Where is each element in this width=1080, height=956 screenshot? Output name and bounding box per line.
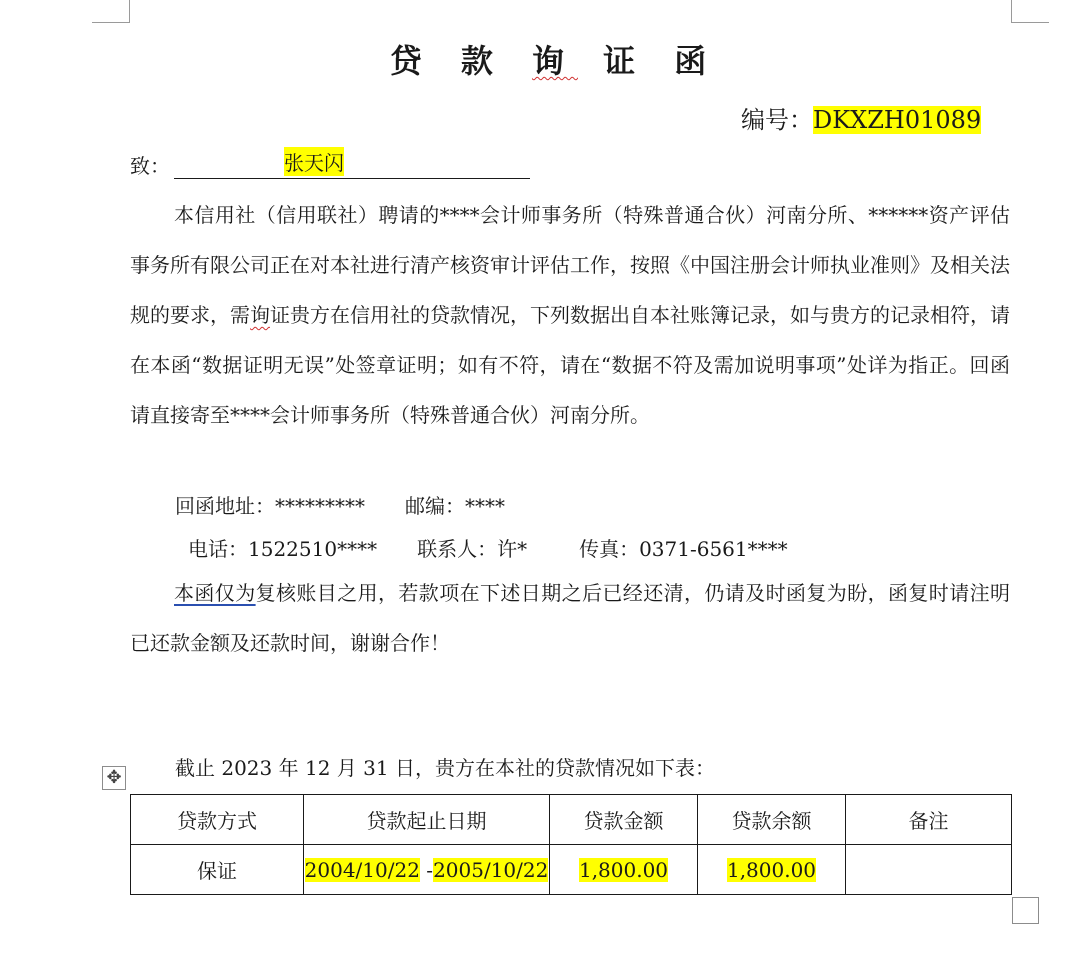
contact-label: 联系人： — [417, 537, 498, 561]
title-squiggle-word: 询 — [531, 42, 578, 80]
header-remark[interactable]: 备注 — [846, 795, 1012, 845]
body-paragraph-1[interactable] — [130, 190, 1010, 440]
address-label: 回函地址： — [175, 494, 275, 518]
body1-squiggle-word: 询 — [250, 303, 270, 327]
document-title — [0, 36, 1080, 82]
table-move-handle-icon[interactable]: ✥ — [102, 766, 126, 790]
header-loan-method[interactable]: 贷款方式 — [131, 795, 304, 845]
fax-value: 0371-6561**** — [639, 537, 788, 561]
table-row — [131, 845, 1012, 895]
body1-text: 本信用社（信用联社）聘请的****会计师事务所（特殊普通合伙）河南分所、******资产评估事务所有限公司正在对本社进行清产核资审计评估工作，按照《中国注册会计师执业准则》及相关法规的要求，需 — [130, 203, 1010, 327]
table-intro: 截止 2023 年 12 月 31 日，贵方在本社的贷款情况如下表： — [175, 756, 715, 780]
body2-underlined-text: 本函仅为 — [174, 581, 256, 605]
phone-label: 电话： — [188, 537, 248, 561]
body2-rest-text: 复核账目之用，若款项在下述日期之后已经还清，仍请及时函复为盼，函复时请注明已还款金额及还款时间，谢谢合作！ — [130, 581, 1011, 655]
crop-mark-top-left — [92, 0, 130, 23]
cell-loan-balance[interactable] — [698, 845, 846, 895]
crop-mark-top-right — [1011, 0, 1049, 23]
cell-loan-amount[interactable] — [550, 845, 698, 895]
recipient-name[interactable]: 张天闪 — [284, 147, 344, 176]
table-header-row — [131, 795, 1012, 845]
phone-value: 1522510**** — [248, 537, 378, 561]
loan-amount-value: 1,800.00 — [578, 857, 669, 882]
contact-value: 许* — [497, 537, 528, 561]
address-value: ********* — [275, 494, 365, 518]
loan-balance-value: 1,800.00 — [726, 857, 817, 882]
title-part-1: 贷 款 — [389, 42, 532, 80]
cell-loan-period[interactable] — [304, 845, 550, 895]
header-loan-amount[interactable]: 贷款金额 — [550, 795, 698, 845]
loan-table — [130, 794, 1012, 895]
contact-line — [188, 533, 788, 562]
cell-loan-method[interactable]: 保证 — [131, 845, 304, 895]
body-paragraph-2[interactable] — [130, 568, 1010, 668]
number-value[interactable]: DKXZH01089 — [813, 106, 982, 134]
cell-remark[interactable] — [846, 845, 1012, 895]
start-date: 2004/10/22 — [304, 857, 420, 882]
table-resize-handle-icon[interactable] — [1012, 897, 1039, 924]
end-date: 2005/10/22 — [433, 857, 549, 882]
to-label: 致： — [130, 154, 170, 178]
recipient-line — [130, 150, 530, 179]
address-line — [175, 490, 505, 519]
body1-rest-text: 证贵方在信用社的贷款情况，下列数据出自本社账簿记录，如与贵方的记录相符，请在本函“数据证明无误”处签章证明；如有不符，请在“数据不符及需加说明事项”处详为指正。回函请直接寄至****会计师事务所（特殊普通合伙）河南分所。 — [130, 303, 1010, 427]
date-separator: - — [419, 857, 434, 882]
number-label: 编号： — [741, 106, 813, 134]
postcode-label: 邮编： — [405, 494, 465, 518]
postcode-value: **** — [465, 494, 505, 518]
title-part-2: 证 函 — [578, 42, 721, 80]
fax-label: 传真： — [579, 537, 640, 561]
header-loan-period[interactable]: 贷款起止日期 — [304, 795, 550, 845]
header-loan-balance[interactable]: 贷款余额 — [698, 795, 846, 845]
recipient-field[interactable] — [174, 151, 530, 179]
document-number — [741, 100, 981, 135]
